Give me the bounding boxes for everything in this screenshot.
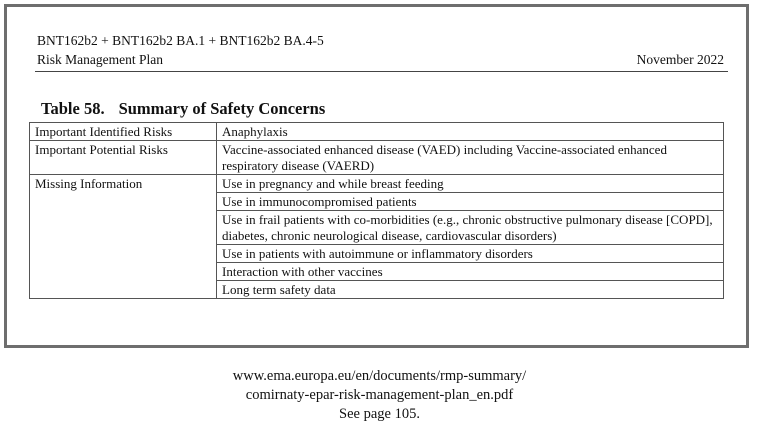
table-row — [30, 123, 724, 141]
item-cell: Long term safety data — [217, 281, 724, 299]
header-date: November 2022 — [636, 52, 724, 67]
item-cell: Use in frail patients with co-morbidities (e.g., chronic obstructive pulmonary disease [COPD], diabetes, chronic neurological disease, cardiovascular disorders) — [217, 211, 724, 245]
page-reference: See page 105. — [339, 406, 420, 422]
header-divider — [35, 71, 728, 72]
table-title-text: Summary of Safety Concerns — [118, 99, 326, 118]
item-cell: Vaccine-associated enhanced disease (VAED) including Vaccine-associated enhanced respiratory disease (VAERD) — [217, 141, 724, 175]
table-row — [30, 141, 724, 175]
category-cell: Missing Information — [30, 175, 217, 299]
header-product: BNT162b2 + BNT162b2 BA.1 + BNT162b2 BA.4-5 — [37, 33, 324, 48]
header-document-type: Risk Management Plan — [37, 52, 163, 67]
category-cell: Important Potential Risks — [30, 141, 217, 175]
item-cell: Use in pregnancy and while breast feeding — [217, 175, 724, 193]
safety-concerns-table — [29, 122, 724, 299]
item-cell: Use in immunocompromised patients — [217, 193, 724, 211]
source-url-line2: comirnaty-epar-risk-management-plan_en.pdf — [245, 387, 514, 403]
item-cell: Anaphylaxis — [217, 123, 724, 141]
item-cell: Interaction with other vaccines — [217, 263, 724, 281]
source-url-line1: www.ema.europa.eu/en/documents/rmp-summary/ — [232, 368, 527, 384]
table-number: Table 58. — [41, 99, 105, 118]
item-cell: Use in patients with autoimmune or inflammatory disorders — [217, 245, 724, 263]
table-title — [41, 99, 325, 119]
category-cell: Important Identified Risks — [30, 123, 217, 141]
table-row — [30, 175, 724, 193]
